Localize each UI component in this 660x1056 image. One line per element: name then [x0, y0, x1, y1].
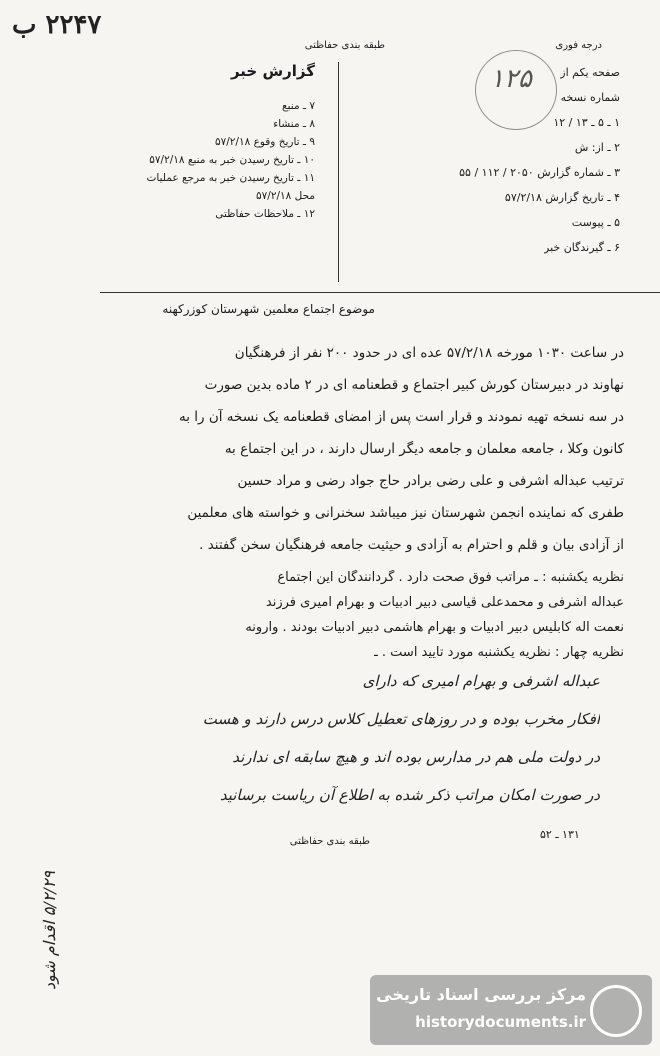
header-left-line: ۹ ـ تاریخ وقوع ۵۷/۲/۱۸ [214, 136, 315, 148]
body-line: کانون وکلا ، جامعه معلمان و جامعه دیگر ارسال دارند ، در این اجتماع به [224, 441, 624, 457]
stamp-number: ۱۲۵ [490, 64, 532, 94]
watermark [370, 975, 652, 1045]
header-right-line: ۴ ـ تاریخ گزارش ۵۷/۲/۱۸ [504, 191, 620, 204]
handwritten-line: در دولت ملی هم در مدارس بوده اند و هیچ سابقه ای ندارند [232, 748, 600, 766]
subject-line: موضوع اجتماع معلمین شهرستان کوزرکهنه [162, 302, 375, 316]
handwritten-line: عبداله اشرفی و بهرام امیری که دارای [362, 672, 600, 690]
report-title: گزارش خبر [230, 62, 315, 80]
header-left-line: ۸ ـ منشاء [273, 118, 315, 130]
watermark-url: historydocuments.ir [415, 1013, 586, 1031]
body-line: طفری که نماینده انجمن شهرستان نیز میباشد سخنرانی و خواسته های معلمین [187, 505, 624, 521]
body-line: از آزادی بیان و قلم و احترام به آزادی و حیثیت جامعه فرهنگیان سخن گفتند . [199, 537, 624, 553]
degree-label: درجه فوری [555, 40, 602, 51]
header-right-line: ۳ ـ شماره گزارش ۲۰۵۰ / ۱۱۲ / ۵۵ [459, 166, 620, 179]
footer-code: ۱۳۱ ـ ۵۲ [540, 828, 580, 841]
watermark-title: مرکز بررسی اسناد تاریخی [376, 985, 586, 1004]
body-line: در سه نسخه تهیه نمودند و قرار است پس از امضای قطعنامه یک نسخه آن را به [178, 409, 624, 425]
header-column-divider [338, 62, 339, 282]
opinion-line: نظریه چهار : نظریه یکشنبه مورد تایید است . ـ [373, 645, 624, 660]
header-right-line: ۵ ـ پیوست [571, 216, 620, 229]
watermark-logo-icon [590, 985, 642, 1037]
opinion-line: نظریه یکشنبه : ـ مراتب فوق صحت دارد . گردانندگان این اجتماع [277, 570, 624, 585]
header-left-line: ۷ ـ منبع [282, 100, 315, 112]
margin-note: ۵/۲/۲۹ اقدام شود [40, 871, 59, 990]
header-right-line: ۲ ـ از: ش [574, 141, 620, 154]
handwritten-line: افکار مخرب بوده و در روزهای تعطیل کلاس درس دارند و هست [202, 710, 600, 728]
header-left-line: محل ۵۷/۲/۱۸ [256, 190, 315, 202]
archive-number: ۲۲۴۷ ب [12, 10, 102, 40]
header-rule [100, 292, 660, 293]
header-right-line: ۶ ـ گیرندگان خبر [544, 241, 620, 254]
body-line: ترتیب عبداله اشرفی و علی رضی برادر حاج جواد رضی و مراد حسین [237, 473, 624, 489]
header-right-line: ۱ ـ ۵ ـ ۱۳ / ۱۲ [553, 116, 620, 129]
body-line: در ساعت ۱۰۳۰ مورخه ۵۷/۲/۱۸ عده ای در حدود ۲۰۰ نفر از فرهنگیان [234, 345, 624, 361]
header-left-line: ۱۱ ـ تاریخ رسیدن خبر به مرجع عملیات [146, 172, 315, 184]
opinion-line: عبداله اشرفی و محمدعلی قیاسی دبیر ادبیات و بهرام امیری فرزند [265, 595, 624, 610]
header-right-line: شماره نسخه [560, 91, 620, 104]
classification-bottom: طبقه بندی حفاظتی [289, 836, 370, 847]
header-left-line: ۱۰ ـ تاریخ رسیدن خبر به منبع ۵۷/۲/۱۸ [149, 154, 315, 166]
header-right-line: صفحه یکم از [560, 66, 620, 79]
body-line: نهاوند در دبیرستان کورش کبیر اجتماع و قطعنامه ای در ۲ ماده بدین صورت [204, 377, 624, 393]
handwritten-line: در صورت امکان مراتب ذکر شده به اطلاع آن ریاست برسانید [219, 786, 600, 804]
opinion-line: نعمت اله کابلیس دبیر ادبیات و بهرام هاشمی دبیر ادبیات بودند . وارونه [245, 620, 624, 635]
header-left-line: ۱۲ ـ ملاحظات حفاظتی [215, 208, 315, 220]
classification-top: طبقه بندی حفاظتی [304, 40, 385, 51]
